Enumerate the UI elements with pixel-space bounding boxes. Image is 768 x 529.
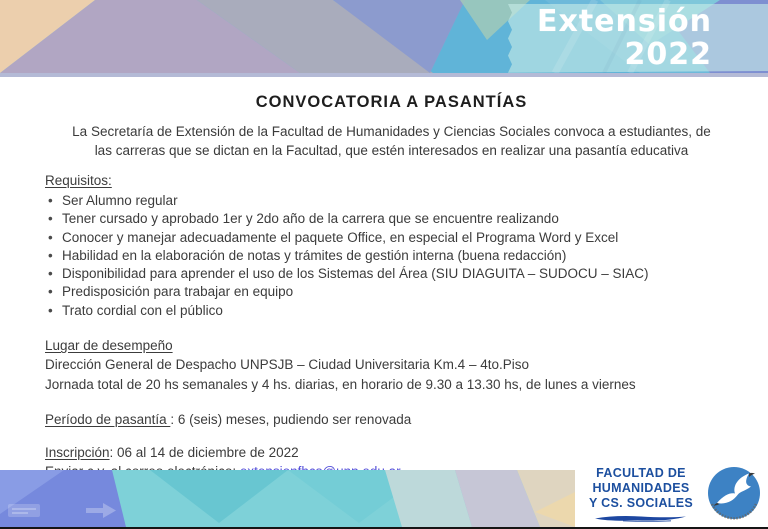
requirement-item	[45, 192, 738, 210]
header-divider	[0, 73, 768, 77]
inscripcion-text: : 06 al 14 de diciembre de 2022	[109, 445, 299, 461]
extension-year: 2022	[624, 37, 712, 72]
requirement-text: Ser Alumno regular	[62, 193, 178, 208]
extension-label	[537, 5, 712, 71]
requirement-text: Habilidad en la elaboración de notas y trámites de gestión interna (buena redacción)	[62, 247, 567, 263]
requirement-text: Trato cordial con el público	[62, 302, 223, 318]
requirement-item	[45, 283, 738, 301]
faculty-name-block	[578, 466, 704, 522]
requirement-text: Disponibilidad para aprender el uso de los Sistemas del Área (SIU DIAGUITA – SUDOCU – SIAC)	[62, 266, 649, 282]
requirement-text: Conocer y manejar adecuadamente el paquete Office, en especial el Programa Word y Excel	[62, 229, 619, 245]
faculty-name-line-2: HUMANIDADES	[592, 481, 690, 495]
intro-line-2: las carreras que se dictan en la Facultad, que estén interesados en realizar una pasantía educativa	[94, 143, 689, 158]
faculty-logo	[704, 464, 764, 524]
requirement-item	[45, 210, 738, 228]
faculty-name-line-1: FACULTAD DE	[596, 466, 686, 480]
lugar-line-1: Dirección General de Despacho UNPSJB – Ciudad Universitaria Km.4 – 4to.Piso	[45, 357, 529, 373]
footer-banner-graphic	[0, 470, 575, 527]
faculty-name-line-3: Y CS. SOCIALES	[589, 496, 693, 510]
periodo-line	[45, 410, 738, 429]
inscripcion-heading: Inscripción	[45, 445, 110, 461]
ghost-menu-icon[interactable]	[8, 504, 40, 517]
lugar-line-2: Jornada total de 20 hs semanales y 4 hs. diarias, en horario de 9.30 a 13.30 hs, de lunes a viernes	[45, 376, 636, 392]
inscripcion-line	[45, 443, 738, 462]
requisitos-heading: Requisitos:	[45, 173, 112, 188]
faculty-block	[578, 462, 764, 526]
requirement-text: Predisposición para trabajar en equipo	[62, 284, 294, 300]
requirement-item	[45, 229, 738, 247]
requirement-item	[45, 247, 738, 265]
document-body	[0, 77, 768, 482]
requirement-item	[45, 265, 738, 283]
requirement-text: Tener cursado y aprobado 1er y 2do año de la carrera que se encuentre realizando	[62, 211, 559, 227]
intro-line-1: La Secretaría de Extensión de la Facultad de Humanidades y Ciencias Sociales convoca a estudiantes, de	[72, 124, 711, 139]
header-banner	[0, 0, 768, 77]
requisitos-list	[45, 192, 738, 320]
requirement-item	[45, 302, 738, 320]
lugar-heading: Lugar de desempeño	[45, 338, 173, 354]
footer-banner	[0, 466, 768, 527]
page-title: CONVOCATORIA A PASANTÍAS	[255, 93, 528, 111]
university-seal-icon	[704, 464, 764, 524]
brush-stroke-underline	[593, 514, 689, 522]
intro-text	[45, 122, 738, 160]
periodo-heading: Período de pasantía	[45, 412, 171, 428]
periodo-text: : 6 (seis) meses, pudiendo ser renovada	[170, 412, 412, 428]
extension-program-name: Extensión	[537, 4, 712, 39]
